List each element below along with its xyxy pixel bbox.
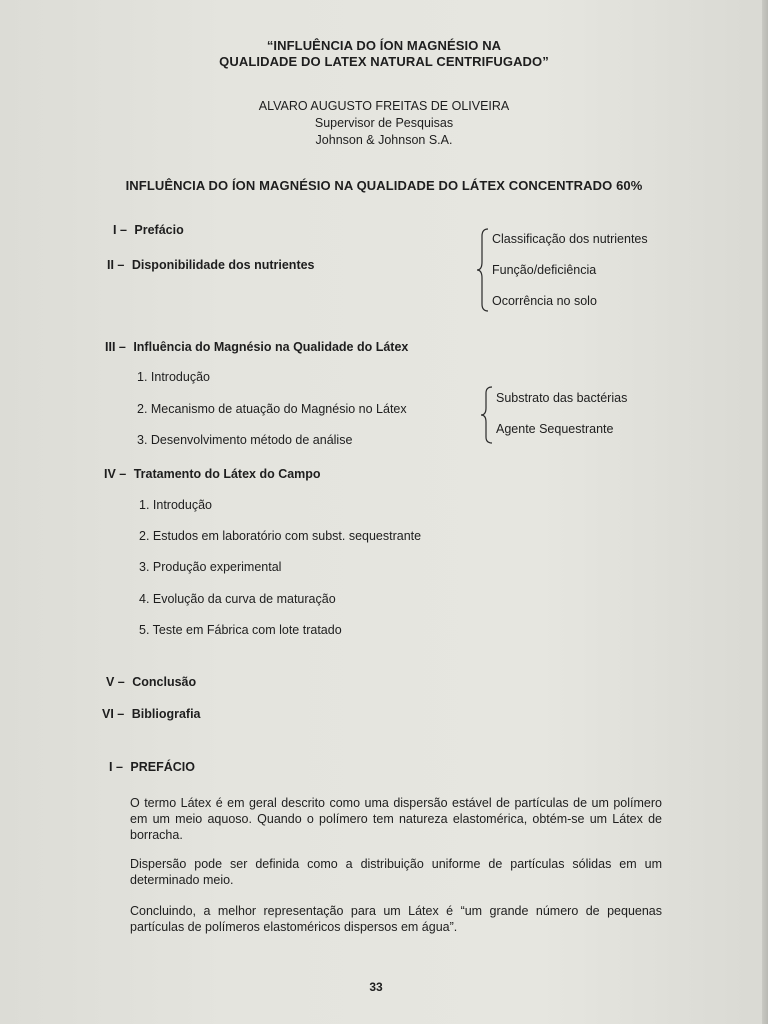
outline-item: 3. Produção experimental <box>139 560 282 574</box>
section-number: IV – <box>104 467 127 481</box>
page-number: 33 <box>369 980 383 994</box>
section-label: Prefácio <box>134 223 184 237</box>
section-number: I – <box>113 223 127 237</box>
preface-paragraph-2: Dispersão pode ser definida como a distribuição uniforme de partículas sólidas em um determinado meio. <box>130 857 662 887</box>
outline-section-5 <box>106 675 196 689</box>
preface-paragraph-3: Concluindo, a melhor representação para um Látex é “um grande número de pequenas partículas de polímeros elastoméricos dispersos em água”. <box>130 904 662 934</box>
outline-item: 2. Mecanismo de atuação do Magnésio no Látex <box>137 402 407 416</box>
brace-icon <box>476 228 490 312</box>
outline-item: 5. Teste em Fábrica com lote tratado <box>139 623 342 637</box>
outline-section-6 <box>102 707 201 721</box>
outline-item: 1. Introdução <box>139 498 212 512</box>
section-label: Disponibilidade dos nutrientes <box>131 258 315 272</box>
author-role: Supervisor de Pesquisas <box>314 116 454 130</box>
section-number: VI – <box>102 707 125 721</box>
preface-paragraph-1: O termo Látex é em geral descrito como uma dispersão estável de partículas de um polímero em um meio aquoso. Quando o polímero tem natureza elastomérica, obtém-se um Látex de borracha. <box>130 796 662 842</box>
brace-item: Classificação dos nutrientes <box>492 232 648 246</box>
section-label: PREFÁCIO <box>130 760 195 774</box>
author-company: Johnson & Johnson S.A. <box>315 133 453 147</box>
outline-item: 4. Evolução da curva de maturação <box>139 592 336 606</box>
outline-section-3 <box>105 340 408 354</box>
section-label: Tratamento do Látex do Campo <box>133 467 321 481</box>
section-label: Bibliografia <box>131 707 201 721</box>
brace-item: Substrato das bactérias <box>496 391 628 405</box>
page-edge <box>762 0 768 1024</box>
author-name: ALVARO AUGUSTO FREITAS DE OLIVEIRA <box>258 99 510 113</box>
brace-item: Agente Sequestrante <box>496 422 614 436</box>
brace-item: Função/deficiência <box>492 263 597 277</box>
brace-item: Ocorrência no solo <box>492 294 597 308</box>
preface-heading <box>109 760 195 774</box>
section-number: I – <box>109 760 123 774</box>
section-label: Conclusão <box>132 675 197 689</box>
outline-section-1 <box>113 223 184 237</box>
outline-item: 2. Estudos em laboratório com subst. sequestrante <box>139 529 422 543</box>
section-label: Influência do Magnésio na Qualidade do Látex <box>133 340 409 354</box>
outline-item: 1. Introdução <box>137 370 210 384</box>
brace-icon <box>480 386 494 444</box>
outline-item: 3. Desenvolvimento método de análise <box>137 433 353 447</box>
doc-title-line1: “INFLUÊNCIA DO ÍON MAGNÉSIO NA <box>266 38 502 53</box>
outline-section-4 <box>104 467 321 481</box>
section-number: II – <box>107 258 125 272</box>
section-number: III – <box>105 340 126 354</box>
doc-title-line2: QUALIDADE DO LATEX NATURAL CENTRIFUGADO” <box>219 54 549 69</box>
doc-subtitle: INFLUÊNCIA DO ÍON MAGNÉSIO NA QUALIDADE DO LÁTEX CONCENTRADO 60% <box>125 178 643 193</box>
outline-section-2 <box>107 258 315 272</box>
section-number: V – <box>106 675 125 689</box>
